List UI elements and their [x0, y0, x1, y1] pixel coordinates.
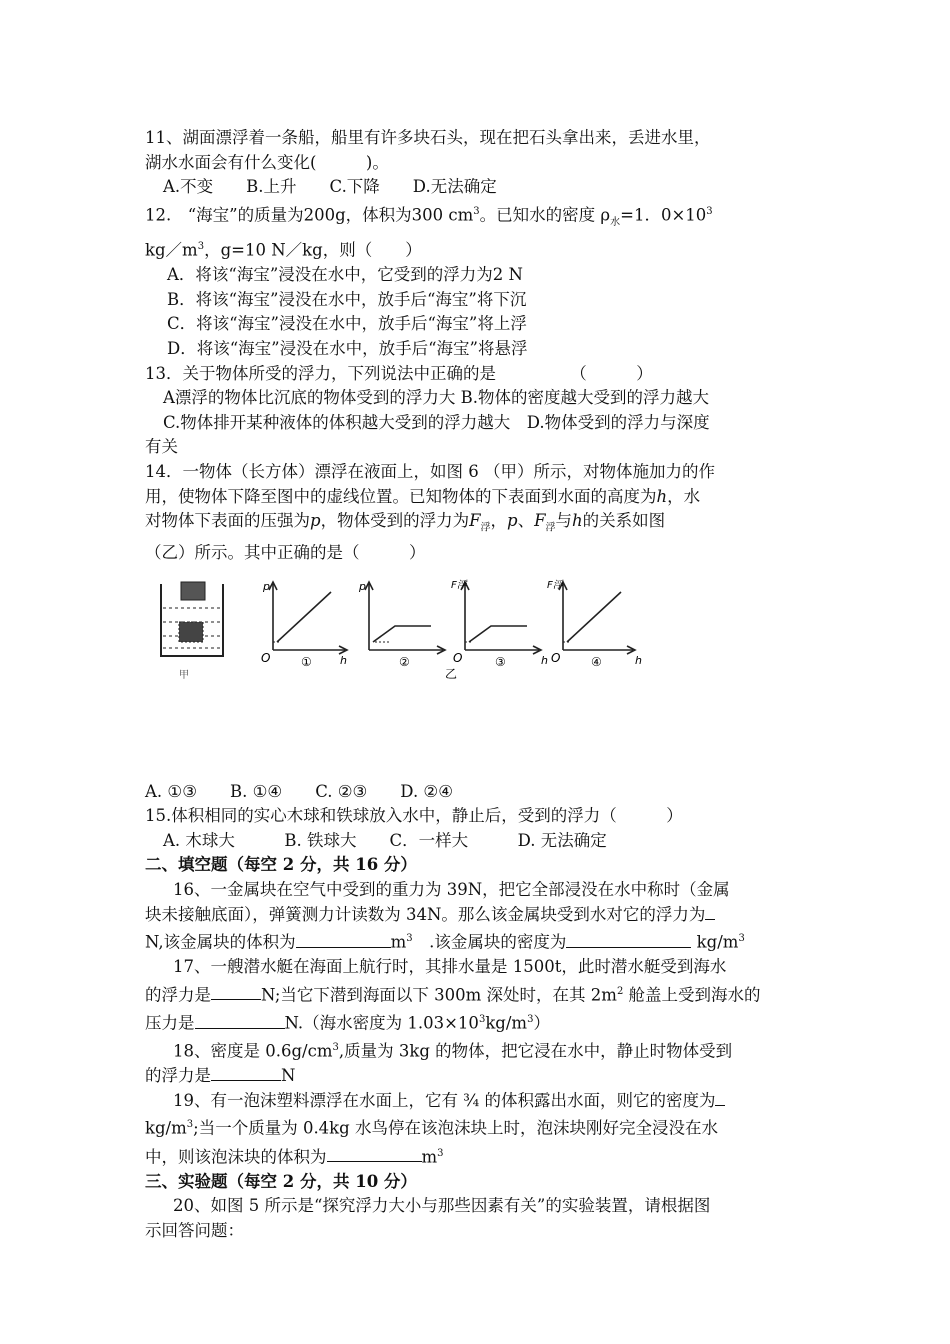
q12-option-b: B．将该“海宝”浸没在水中，放手后“海宝”将下沉 — [167, 289, 527, 309]
q12-option-c: C．将该“海宝”浸没在水中，放手后“海宝”将上浮 — [167, 314, 527, 334]
q14-options: A. ①③ B. ①④ C. ②③ D. ②④ — [145, 781, 454, 801]
graph-4-xlabel: h — [635, 653, 642, 667]
q19-line3: 中，则该泡沫块的体积为 $m^3$ — [145, 1147, 444, 1166]
graph-1 — [269, 582, 347, 654]
graph-3-origin: O — [453, 650, 463, 665]
q13-line4: 有关 — [145, 437, 178, 457]
q12-option-a: A．将该“海宝”浸没在水中，它受到的浮力为2 N — [167, 265, 523, 285]
graph-1-xlabel: h — [340, 653, 347, 667]
q12-line2: $kg/m^3$，g=10 N／kg，则（ ） — [145, 240, 422, 260]
q14-line2: 用，使物体下降至图中的虚线位置。已知物体的下表面到水面的高度为h，水 — [145, 486, 701, 506]
q14-line4: （乙）所示。其中正确的是（ ） — [145, 543, 426, 563]
graph-2 — [365, 582, 445, 654]
q14-figure-svg — [155, 578, 645, 688]
q16-line3: N,该金属块的体积为 $m^3$ .该金属块的密度为 $kg/m^3$ — [145, 932, 745, 952]
q17-line2: 的浮力是 N;当它下潜到海面以下 300m 深处时，在其 $2m^2$ 舱盖上受到海水的 — [145, 985, 761, 1005]
graph-4 — [559, 582, 635, 654]
q20-line2: 示回答问题： — [145, 1220, 244, 1240]
q20-line1: 20、如图 5 所示是“探究浮力大小与那些因素有关”的实验装置，请根据图 — [173, 1196, 711, 1216]
q14-line1: 14．一物体（长方体）漂浮在液面上，如图 6 （甲）所示，对物体施加力的作 — [145, 462, 715, 482]
q19-line2: $kg/m^3$;当一个质量为 0.4kg 水鸟停在该泡沫块上时，泡沫块刚好完全浸没在水 — [145, 1118, 718, 1138]
graph-3-number: ③ — [495, 654, 506, 669]
graph-2-ylabel: p — [359, 579, 366, 593]
q19-line1: 19、有一泡沫塑料漂浮在水面上，它有 ¾ 的体积露出水面，则它的密度为 — [145, 1089, 810, 1114]
submerged-block — [179, 622, 203, 642]
q17-line1: 17、一艘潜水艇在海面上航行时，其排水量是 1500t，此时潜水艇受到海水 — [173, 957, 727, 977]
q17-line3: 压力是 N.（海水密度为 $1.03\times 10^3kg/m^3$） — [145, 1013, 550, 1033]
q19-blank-1[interactable] — [715, 1089, 725, 1106]
q17-blank-1[interactable] — [211, 983, 261, 1000]
q17-blank-2[interactable] — [195, 1012, 285, 1029]
q12-option-d: D．将该“海宝”浸没在水中，放手后“海宝”将悬浮 — [167, 339, 528, 359]
q19-blank-2[interactable] — [327, 1145, 422, 1162]
graph-1-origin: O — [261, 650, 271, 665]
q18-blank[interactable] — [211, 1064, 281, 1081]
q12-line1: 12. “海宝”的质量为200g，体积为300 $cm^3$。已知水的密度 $\rho_水=1$．$0\times 10^3$ — [145, 205, 713, 228]
q16-blank-3[interactable] — [566, 931, 691, 948]
q11-options: A.不变 B.上升 C.下降 D.无法确定 — [163, 177, 497, 197]
q13-line1: 13．关于物体所受的浮力，下列说法中正确的是 （ ） — [145, 363, 653, 383]
q16-blank-1[interactable] — [705, 903, 715, 920]
q13-line2: A漂浮的物体比沉底的物体受到的浮力大 B.物体的密度越大受到的浮力越大 — [163, 388, 710, 408]
graph-1-number: ① — [301, 654, 312, 669]
label-yi: 乙 — [445, 666, 458, 681]
q13-line3: C.物体排开某种液体的体积越大受到的浮力越大 D.物体受到的浮力与深度 — [163, 412, 710, 432]
exam-page — [145, 126, 810, 1243]
floating-block — [181, 582, 205, 600]
graph-2-number: ② — [399, 654, 410, 669]
graph-4-ylabel: F浮 — [547, 579, 563, 591]
graph-3-xlabel: h — [541, 653, 548, 667]
q16-blank-2[interactable] — [296, 931, 391, 948]
label-jia: 甲 — [179, 669, 189, 681]
q16-line2: 块未接触底面），弹簧测力计读数为 34N。那么该金属块受到水对它的浮力为 — [145, 903, 810, 928]
q18-line1: 18、密度是 $0.6g/cm^3$,质量为 3kg 的物体，把它浸在水中，静止时物体受到 — [173, 1041, 733, 1061]
graph-1-ylabel: p — [263, 579, 270, 593]
q11-line2: 湖水水面会有什么变化( )。 — [145, 152, 389, 172]
q15-line1: 15.体积相同的实心木球和铁球放入水中，静止后，受到的浮力（ ） — [145, 806, 683, 826]
q16-line1: 16、一金属块在空气中受到的重力为 39N，把它全部浸没在水中称时（金属 — [173, 880, 730, 900]
q15-options: A. 木球大 B. 铁球大 C．一样大 D. 无法确定 — [163, 830, 607, 850]
q14-line3: 对物体下表面的压强为p，物体受到的浮力为$F_浮$，p、$F_浮$与h的关系如图 — [145, 511, 666, 534]
graph-4-origin: O — [551, 650, 561, 665]
graph-3 — [461, 582, 541, 654]
q18-line2: 的浮力是 N — [145, 1066, 296, 1086]
q14-figure — [145, 570, 810, 780]
q11-line1: 11、湖面漂浮着一条船，船里有许多块石头，现在把石头拿出来，丢进水里， — [145, 128, 711, 147]
section-3-title: 三、实验题（每空 2 分，共 10 分） — [145, 1171, 417, 1191]
section-2-title: 二、填空题（每空 2 分，共 16 分） — [145, 855, 417, 875]
graph-3-ylabel: F浮 — [451, 579, 467, 591]
graph-4-number: ④ — [591, 654, 602, 669]
